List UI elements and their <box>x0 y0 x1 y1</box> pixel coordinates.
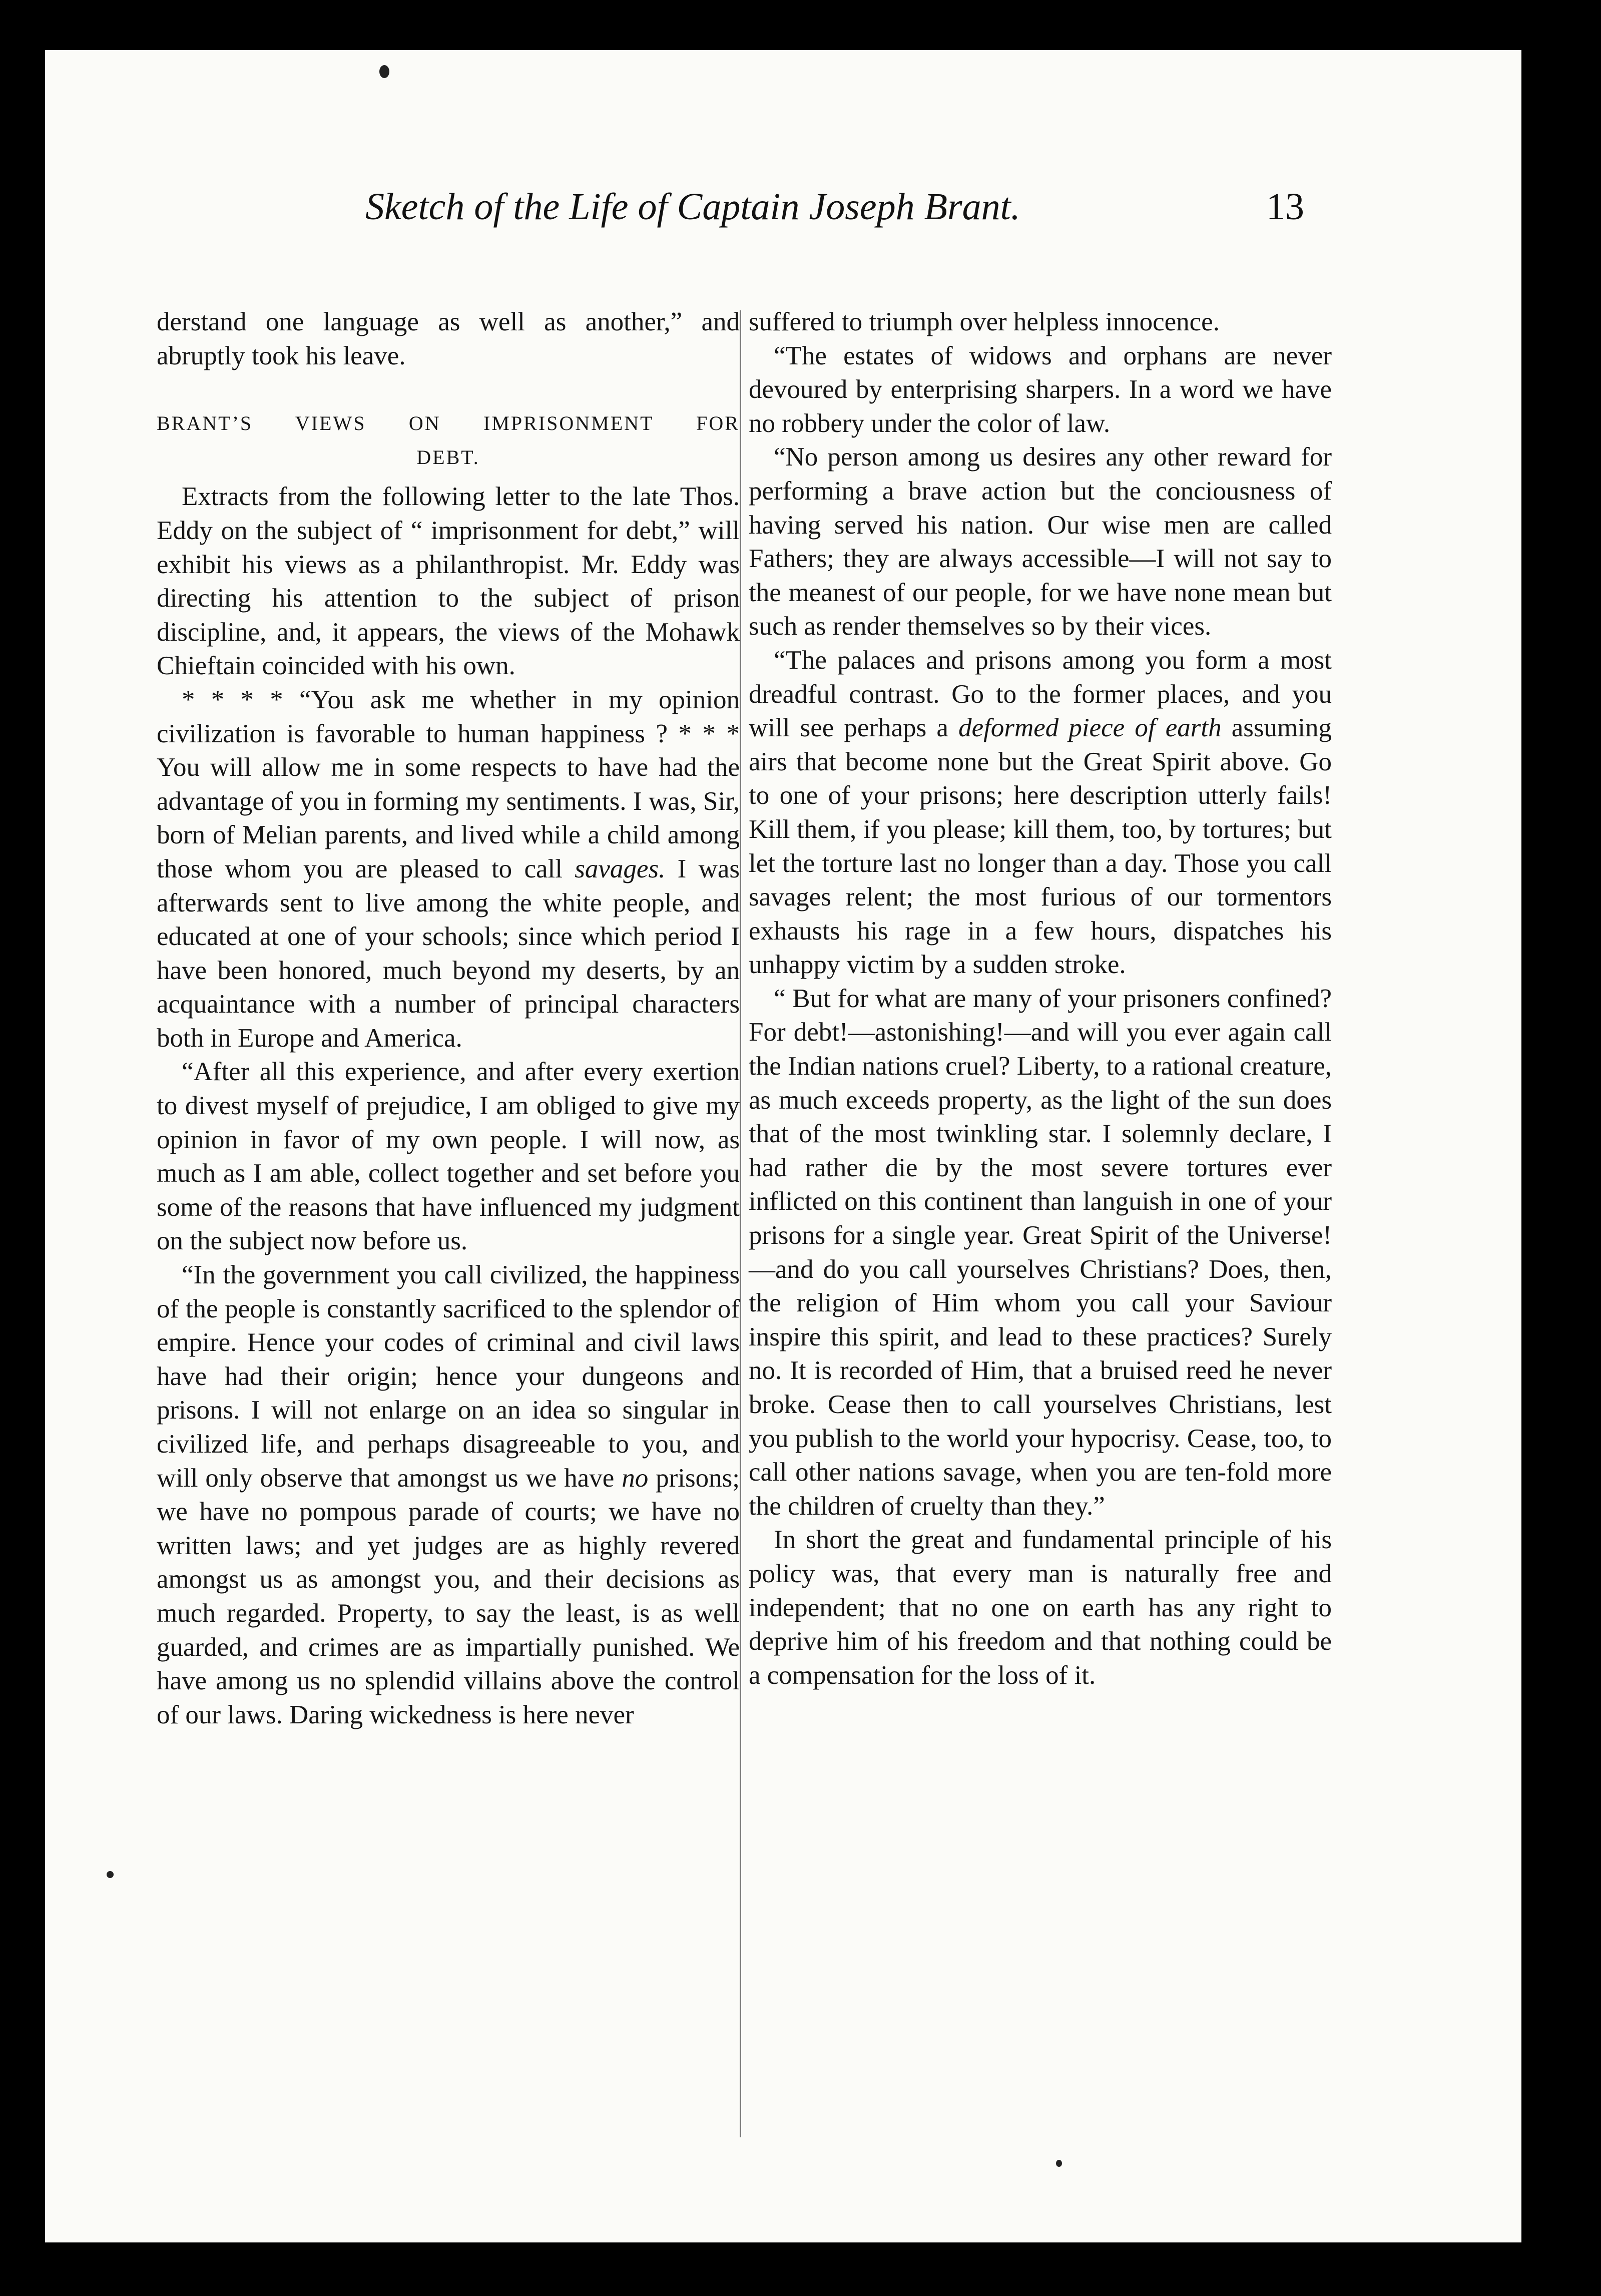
emphasis: deformed piece of earth <box>958 713 1222 743</box>
section-heading-continued: DEBT. <box>416 445 480 469</box>
text-run: * * * * “You ask me whether in my opinion civilization is favorable to human happiness ? * * * You will allow me in some respects to have had the advantage of you in forming my sentiments. I was, Sir, born of Melian parents, and lived while a child among those whom you are pleased to call <box>157 685 740 883</box>
emphasis: savages. <box>575 854 666 883</box>
paragraph: derstand one language as well as another,” and abruptly took his leave. <box>157 307 740 370</box>
paragraph: In short the great and fundamental principle of his policy was, that every man is naturally free and independent; that no one on earth has any right to deprive him of his freedom and that nothing could be a compensation for the loss of it. <box>749 1525 1332 1690</box>
paragraph <box>157 1258 740 1732</box>
emphasis: no <box>622 1463 649 1493</box>
text-run: “The palaces and prisons among you form a most dreadful contrast. Go to the former places, and you will see perhaps a <box>749 645 1332 743</box>
section-heading: BRANT’S VIEWS ON IMPRISONMENT FOR <box>157 412 740 435</box>
right-column <box>749 305 1332 1692</box>
ink-speck <box>107 1871 114 1878</box>
paragraph: suffered to triumph over helpless innocence. <box>749 307 1220 336</box>
paragraph: “After all this experience, and after every exertion to divest myself of prejudice, I am obliged to give my opinion in favor of my own people. I will now, as much as I am able, collect together and set before you some of the reasons that have influenced my judgment on the subject now before us. <box>157 1057 740 1256</box>
text-run: “In the government you call civilized, the happiness of the people is constantly sacrificed to the splendor of empire. Hence your codes of criminal and civil laws have had their origin; hence your dungeons and prisons. I will not enlarge on an idea so singular in civilized life, and perhaps disagreeable to you, and will only observe that amongst us we have <box>157 1260 740 1493</box>
ink-speck <box>379 65 389 78</box>
paragraph: “ But for what are many of your prisoners confined? For debt!—astonishing!—and will you ever again call the Indian nations cruel? Liberty, to a rational creature, as much exceeds property, as the light of the sun does that of the most twinkling star. I solemnly declare, I had rather die by the most severe tortures ever inflicted on this continent than languish in one of your prisons for a single year. Great Spirit of the Universe!—and do you call yourselves Christians? Does, then, the religion of Him whom you call your Saviour inspire this spirit, and lead to these practices? Surely no. It is recorded of Him, that a bruised reed he never broke. Cease then to call yourselves Christians, lest you publish to the world your hypocrisy. Cease, too, to call other nations savage, when you are ten-fold more the children of cruelty than they.” <box>749 984 1332 1521</box>
text-run: I was afterwards sent to live among the white people, and educated at one of your schools; since which period I have been honored, much beyond my deserts, by an acquaintance with a number of principal characters both in Europe and America. <box>157 854 740 1053</box>
paragraph <box>157 683 740 1056</box>
paragraph: “The estates of widows and orphans are never devoured by enterprising sharpers. In a word we have no robbery under the color of law. <box>749 341 1332 438</box>
paragraph <box>749 644 1332 982</box>
paragraph: “No person among us desires any other reward for performing a brave action but the conciousness of having served his nation. Our wise men are called Fathers; they are always accessible—I will not say to the meanest of our people, for we have none mean but such as render themselves so by their vices. <box>749 442 1332 641</box>
paragraph: Extracts from the following letter to the late Thos. Eddy on the subject of “ imprisonment for debt,” will exhibit his views as a philanthropist. Mr. Eddy was directing his attention to the subject of prison discipline, and, it appears, the views of the Mohawk Chieftain coincided with his own. <box>157 482 740 681</box>
column-divider <box>740 310 741 2137</box>
running-title: Sketch of the Life of Captain Joseph Brant. <box>365 186 1020 228</box>
running-head <box>45 185 1521 255</box>
left-column <box>157 305 740 1732</box>
text-run: prisons; we have no pompous parade of courts; we have no written laws; and yet judges are as highly revered amongst us as amongst you, and their decisions as much regarded. Property, to say the least, is as well guarded, and crimes are as impartially punished. We have among us no splendid villains above the control of our laws. Daring wickedness is here never <box>157 1463 740 1729</box>
text-run: assuming airs that become none but the Great Spirit above. Go to one of your prisons; here description utterly fails! Kill them, if you please; kill them, too, by tortures; but let the torture last no longer than a day. Those you call savages relent; the most furious of our tormentors exhausts his rage in a few hours, dispatches his unhappy victim by a sudden stroke. <box>749 713 1332 980</box>
page-number: 13 <box>1266 186 1304 228</box>
ink-speck <box>1056 2160 1062 2167</box>
book-page <box>45 50 1521 2242</box>
